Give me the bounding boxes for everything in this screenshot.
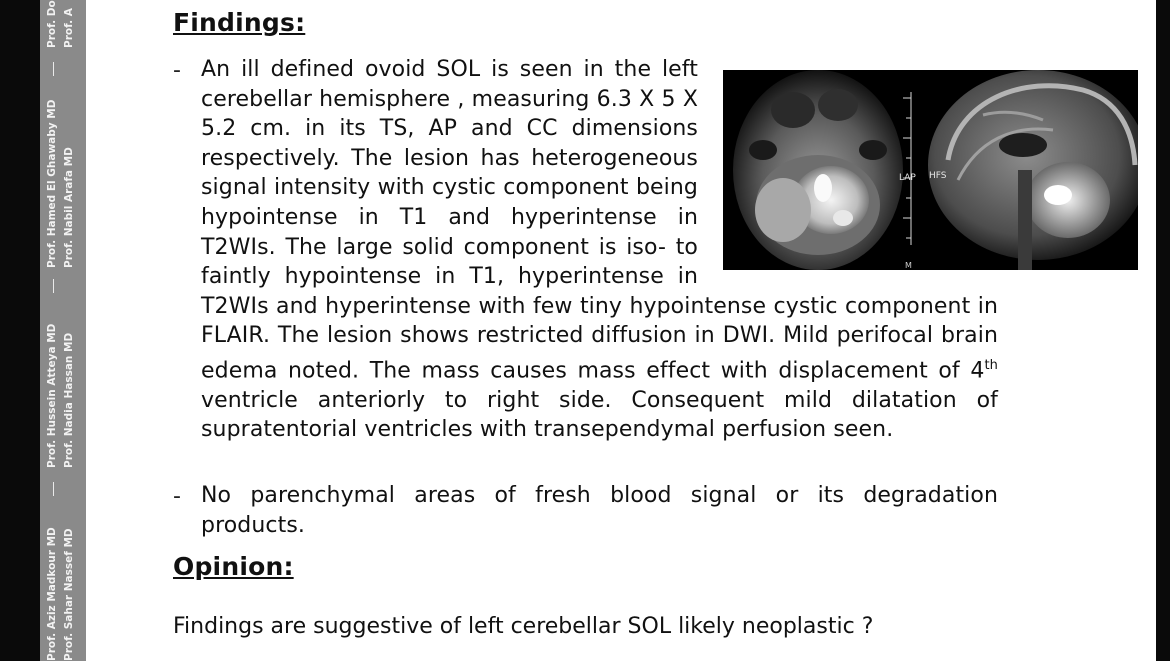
sidebar-separator [53,279,54,293]
doctor-group-4: Prof. Do Prof. A [46,0,75,48]
doctors-sidebar [40,0,86,661]
findings-paragraph-1: An ill defined ovoid SOL is seen in the left cerebellar hemisphere , measuring 6.3 X 5 X 5.2 cm. in its TS, AP and CC dimensions respectively. The lesion has heterogeneous signal intensity with cystic component being hypointense in T1 and hyperintense in T2WIs. The large solid component is iso- to faintly hypointense in T1, hyperintense in T2WIs and hyperintense with few tiny hypointense cystic component in FLAIR. The lesion shows restricted diffusion in DWI. Mild perifocal brain edema noted. The mass causes mass effect with displacement of 4th ventricle anteriorly to right side. Consequent mild dilatation of supratentorial ventricles with transependymal perfusion seen. [201,57,998,443]
mri-scans [723,70,1138,270]
scale-ruler [903,92,911,245]
opinion-text: Findings are suggestive of left cerebellar SOL likely neoplastic ? [173,614,874,639]
findings-title: Findings: [173,8,306,37]
opinion-title: Opinion: [173,552,294,581]
doctor-group-3: Prof. Hamed El Ghawaby MD Prof. Nabil Arafa MD [46,99,75,268]
bullet-marker: - [173,58,181,83]
sidebar-separator [53,62,54,76]
mri-image [723,70,1138,270]
left-black-border [0,0,40,661]
right-black-border [1156,0,1170,661]
bullet-marker: - [173,484,181,509]
mri-label-m: M [905,261,912,270]
findings-paragraph-2: No parenchymal areas of fresh blood signal or its degradation products. [201,483,998,538]
doctor-group-1: Prof. Aziz Madkour MD Prof. Sahar Nassef MD [46,527,75,661]
sidebar-separator [53,482,54,496]
doctor-group-2: Prof. Hussein Atteya MD Prof. Nadia Hassan MD [46,323,75,468]
mri-label-lap: LAP [899,173,916,183]
axial-slice [733,70,903,270]
mri-label-hfs: HFS [929,171,947,181]
sagittal-slice [928,70,1138,270]
